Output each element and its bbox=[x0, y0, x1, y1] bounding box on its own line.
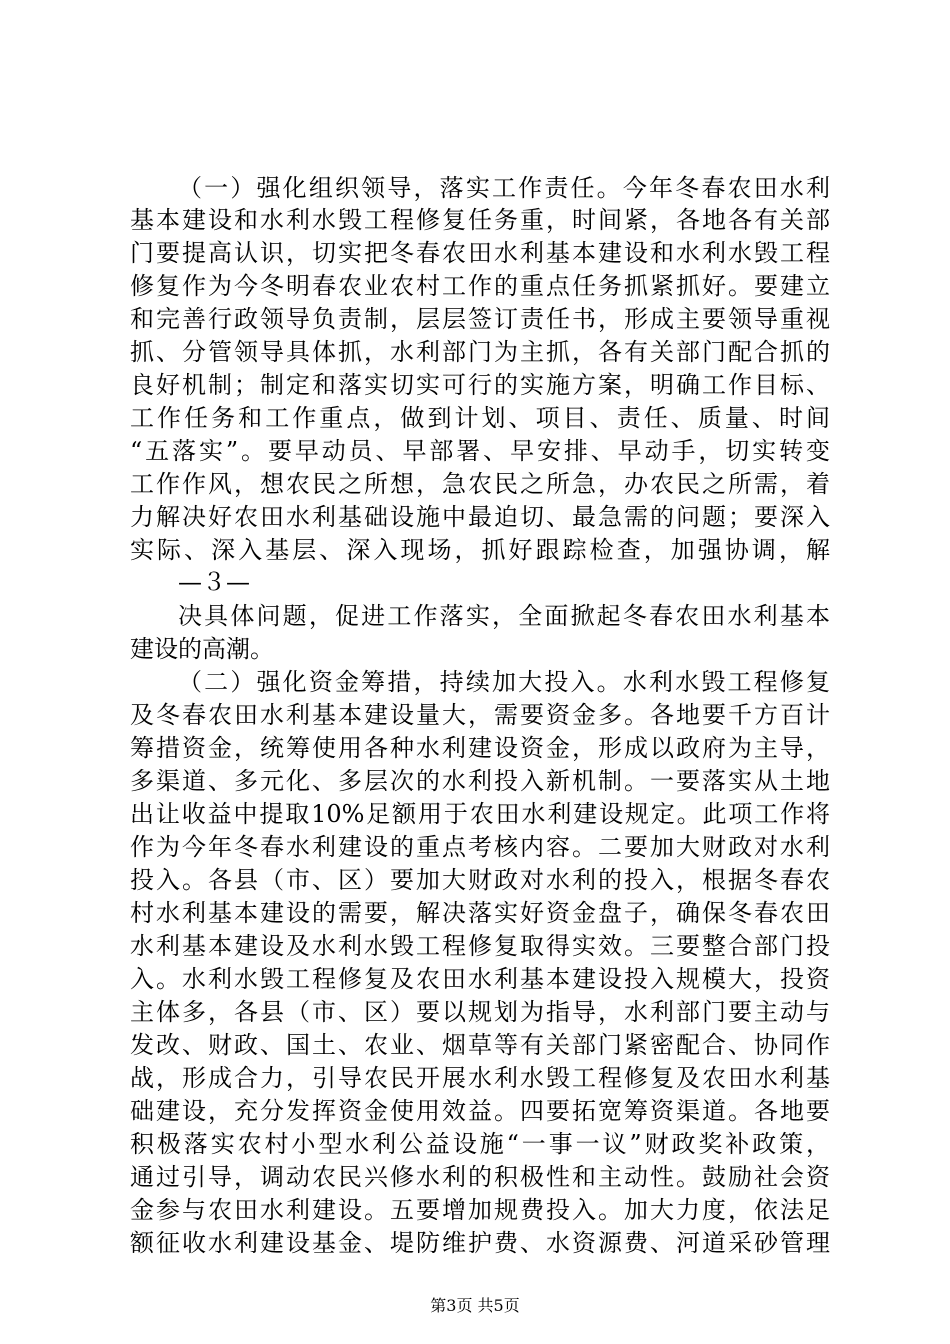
paragraph-line: 额征收水利建设基金、堤防维护费、水资源费、河道采砂管理 bbox=[130, 1229, 830, 1257]
paragraph-line: 工作作风，想农民之所想，急农民之所急，办农民之所需，着 bbox=[130, 470, 830, 498]
paragraph-line: 及冬春农田水利基本建设量大，需要资金多。各地要千方百计 bbox=[130, 701, 830, 729]
paragraph-line: 投入。各县（市、区）要加大财政对水利的投入，根据冬春农 bbox=[130, 866, 830, 894]
paragraph-line: 筹措资金，统筹使用各种水利建设资金，形成以政府为主导， bbox=[130, 734, 830, 762]
paragraph-line: 良好机制；制定和落实切实可行的实施方案，明确工作目标、 bbox=[130, 371, 830, 399]
paragraph-line: 积极落实农村小型水利公益设施“一事一议”财政奖补政策， bbox=[130, 1130, 830, 1158]
paragraph-line: 实际、深入基层、深入现场，抓好跟踪检查，加强协调，解 bbox=[130, 536, 830, 564]
paragraph-line: 和完善行政领导负责制，层层签订责任书，形成主要领导重视 bbox=[130, 305, 830, 333]
paragraph-line: （一）强化组织领导，落实工作责任。今年冬春农田水利 bbox=[178, 174, 830, 202]
paragraph-line: 通过引导，调动农民兴修水利的积极性和主动性。鼓励社会资 bbox=[130, 1163, 830, 1191]
paragraph-line: 建设的高潮。 bbox=[130, 635, 274, 663]
paragraph-line: 多渠道、多元化、多层次的水利投入新机制。一要落实从土地 bbox=[130, 767, 830, 795]
paragraph-line: 水利基本建设及水利水毁工程修复取得实效。三要整合部门投 bbox=[130, 932, 830, 960]
paragraph-line: 村水利基本建设的需要，解决落实好资金盘子，确保冬春农田 bbox=[130, 899, 830, 927]
paragraph-line: 金参与农田水利建设。五要增加规费投入。加大力度，依法足 bbox=[130, 1196, 830, 1224]
paragraph-line: 基本建设和水利水毁工程修复任务重，时间紧，各地各有关部 bbox=[130, 206, 830, 234]
paragraph-line: 战，形成合力，引导农民开展水利水毁工程修复及农田水利基 bbox=[130, 1064, 830, 1092]
paragraph-line: 工作任务和工作重点，做到计划、项目、责任、质量、时间 bbox=[130, 404, 830, 432]
paragraph-line: “五落实”。要早动员、早部署、早安排、早动手，切实转变 bbox=[130, 437, 830, 465]
paragraph-line: 发改、财政、国土、农业、烟草等有关部门紧密配合、协同作 bbox=[130, 1031, 830, 1059]
page-separator: —３— bbox=[178, 568, 250, 596]
paragraph-line: 主体多，各县（市、区）要以规划为指导，水利部门要主动与 bbox=[130, 998, 830, 1026]
paragraph-line: 入。水利水毁工程修复及农田水利基本建设投入规模大，投资 bbox=[130, 965, 830, 993]
paragraph-line: 门要提高认识，切实把冬春农田水利基本建设和水利水毁工程 bbox=[130, 239, 830, 267]
page-number-footer: 第3页 共5页 bbox=[430, 1296, 520, 1315]
paragraph-line: 决具体问题，促进工作落实，全面掀起冬春农田水利基本 bbox=[178, 602, 830, 630]
paragraph-line: 力解决好农田水利基础设施中最迫切、最急需的问题；要深入 bbox=[130, 503, 830, 531]
paragraph-line: 修复作为今冬明春农业农村工作的重点任务抓紧抓好。要建立 bbox=[130, 272, 830, 300]
paragraph-line: 作为今年冬春水利建设的重点考核内容。二要加大财政对水利 bbox=[130, 833, 830, 861]
paragraph-line: 出让收益中提取10%足额用于农田水利建设规定。此项工作将 bbox=[130, 800, 830, 828]
paragraph-line: （二）强化资金筹措，持续加大投入。水利水毁工程修复 bbox=[178, 668, 830, 696]
paragraph-line: 抓、分管领导具体抓，水利部门为主抓，各有关部门配合抓的 bbox=[130, 338, 830, 366]
paragraph-line: 础建设，充分发挥资金使用效益。四要拓宽筹资渠道。各地要 bbox=[130, 1097, 830, 1125]
